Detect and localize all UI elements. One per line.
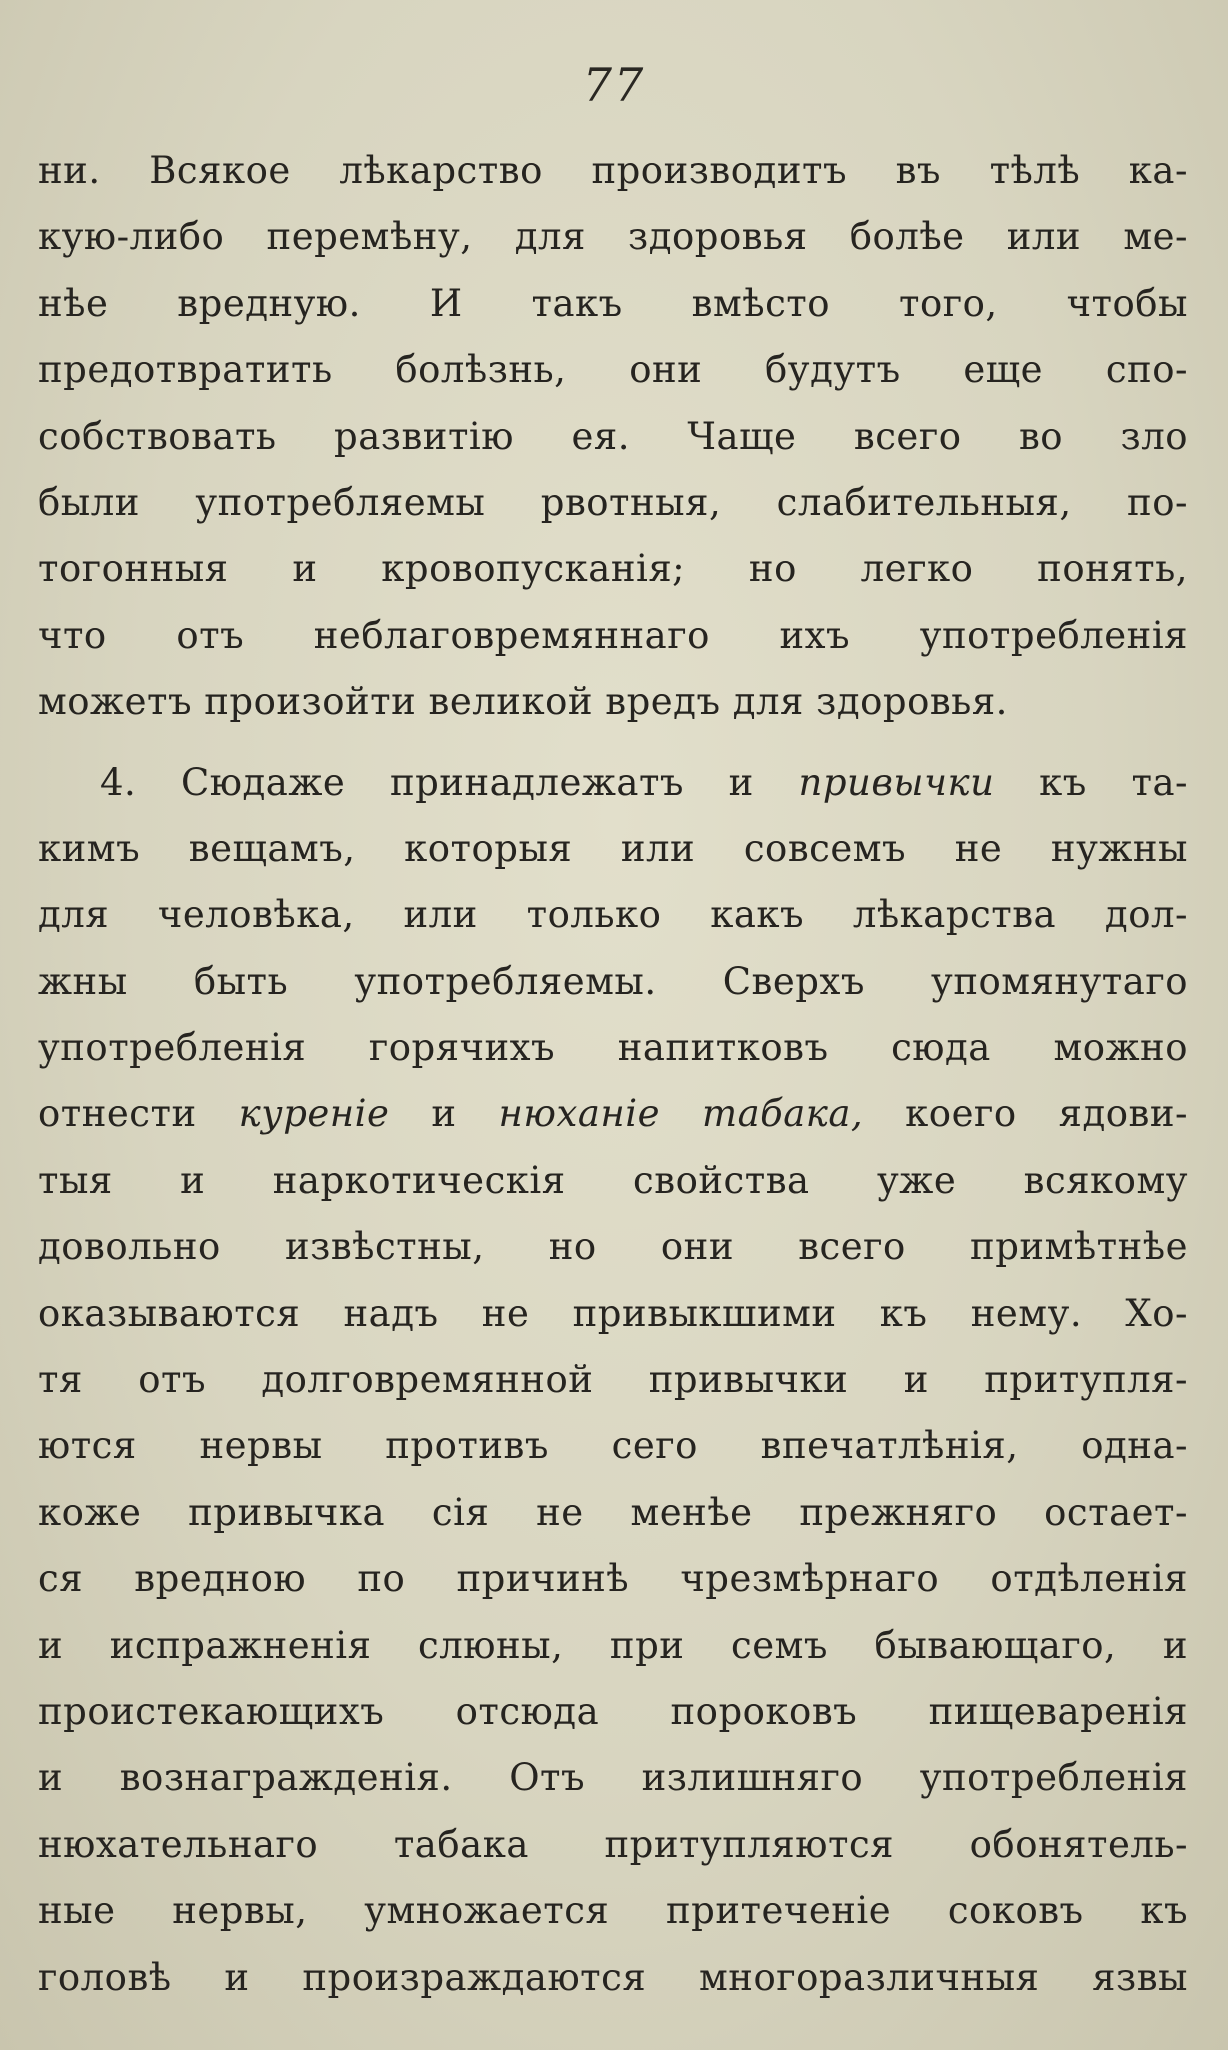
text-segment: къ та- xyxy=(994,760,1188,804)
text-line xyxy=(38,1546,1188,1612)
text-line xyxy=(38,1281,1188,1347)
text-segment: для человѣка, или только какъ лѣкарства дол- xyxy=(38,893,1188,937)
text-segment: и xyxy=(389,1092,499,1136)
body-text xyxy=(38,138,1188,2011)
text-line xyxy=(38,271,1188,337)
text-line xyxy=(38,1214,1188,1280)
text-segment: тя отъ долговремянной привычки и притупля- xyxy=(38,1358,1188,1402)
text-line xyxy=(38,1878,1188,1944)
text-segment: и вознагражденія. Отъ излишняго употребленія xyxy=(38,1756,1188,1800)
italic-text: привычки xyxy=(798,760,995,804)
text-segment: тогонныя и кровопусканія; но легко понять, xyxy=(38,547,1188,591)
text-segment: жны быть употребляемы. Сверхъ упомянутаго xyxy=(38,959,1188,1003)
text-segment: головѣ и произраждаются многоразличныя язвы xyxy=(38,1955,1188,1999)
italic-text: нюханіе табака, xyxy=(498,1092,864,1136)
text-line xyxy=(38,669,1188,735)
text-line xyxy=(38,1347,1188,1413)
text-segment: 4. Сюдаже принадлежатъ и xyxy=(100,760,799,804)
text-segment: довольно извѣстны, но они всего примѣтнѣе xyxy=(38,1225,1188,1269)
text-line xyxy=(38,1148,1188,1214)
text-segment: что отъ неблаговремяннаго ихъ употребленія xyxy=(38,613,1188,657)
text-line xyxy=(38,404,1188,470)
text-segment: и испражненія слюны, при семъ бывающаго, и xyxy=(38,1623,1188,1667)
text-line xyxy=(38,882,1188,948)
text-line xyxy=(38,1413,1188,1479)
text-line xyxy=(38,1613,1188,1679)
text-line xyxy=(38,1812,1188,1878)
text-line xyxy=(38,1480,1188,1546)
text-segment: предотвратить болѣзнь, они будутъ еще спо- xyxy=(38,348,1188,392)
text-line xyxy=(38,536,1188,602)
text-segment: были употребляемы рвотныя, слабительныя, по- xyxy=(38,480,1188,524)
text-segment: ные нервы, умножается притеченіе соковъ къ xyxy=(38,1889,1188,1933)
italic-text: куреніе xyxy=(238,1092,390,1136)
text-line xyxy=(38,470,1188,536)
text-line xyxy=(38,1081,1188,1147)
text-line xyxy=(38,1745,1188,1811)
text-line xyxy=(38,204,1188,270)
text-segment: ни. Всякое лѣкарство производитъ въ тѣлѣ ка- xyxy=(38,149,1188,192)
text-segment: нѣе вредную. И такъ вмѣсто того, чтобы xyxy=(38,281,1188,325)
page-number: 77 xyxy=(582,58,646,112)
text-line xyxy=(38,750,1188,816)
text-segment: собствовать развитію ея. Чаще всего во зло xyxy=(38,414,1188,458)
text-line xyxy=(38,138,1188,204)
text-segment: отнести xyxy=(38,1092,239,1136)
text-segment: кимъ вещамъ, которыя или совсемъ не нужны xyxy=(38,826,1188,870)
text-line xyxy=(38,1679,1188,1745)
text-segment: кую-либо перемѣну, для здоровья болѣе или ме- xyxy=(38,215,1188,259)
text-segment: можетъ произойти великой вредъ для здоровья. xyxy=(38,680,1008,724)
text-segment: нюхательнаго табака притупляются обонятель- xyxy=(38,1822,1188,1866)
text-line xyxy=(38,1945,1188,2011)
text-segment: коже привычка сія не менѣе прежняго остает- xyxy=(38,1490,1188,1534)
text-segment: оказываются надъ не привыкшими къ нему. Хо- xyxy=(38,1291,1188,1335)
text-segment: употребленія горячихъ напитковъ сюда можно xyxy=(38,1026,1188,1070)
text-line xyxy=(38,816,1188,882)
text-segment: ются нервы противъ сего впечатлѣнія, одна- xyxy=(38,1424,1188,1468)
text-line xyxy=(38,949,1188,1015)
text-segment: проистекающихъ отсюда пороковъ пищеваренія xyxy=(38,1689,1188,1733)
text-line xyxy=(38,603,1188,669)
text-line xyxy=(38,337,1188,403)
text-line xyxy=(38,1015,1188,1081)
text-segment: ся вредною по причинѣ чрезмѣрнаго отдѣленія xyxy=(38,1557,1188,1601)
text-segment: коего ядови- xyxy=(863,1092,1188,1136)
text-segment: тыя и наркотическія свойства уже всякому xyxy=(38,1158,1188,1202)
